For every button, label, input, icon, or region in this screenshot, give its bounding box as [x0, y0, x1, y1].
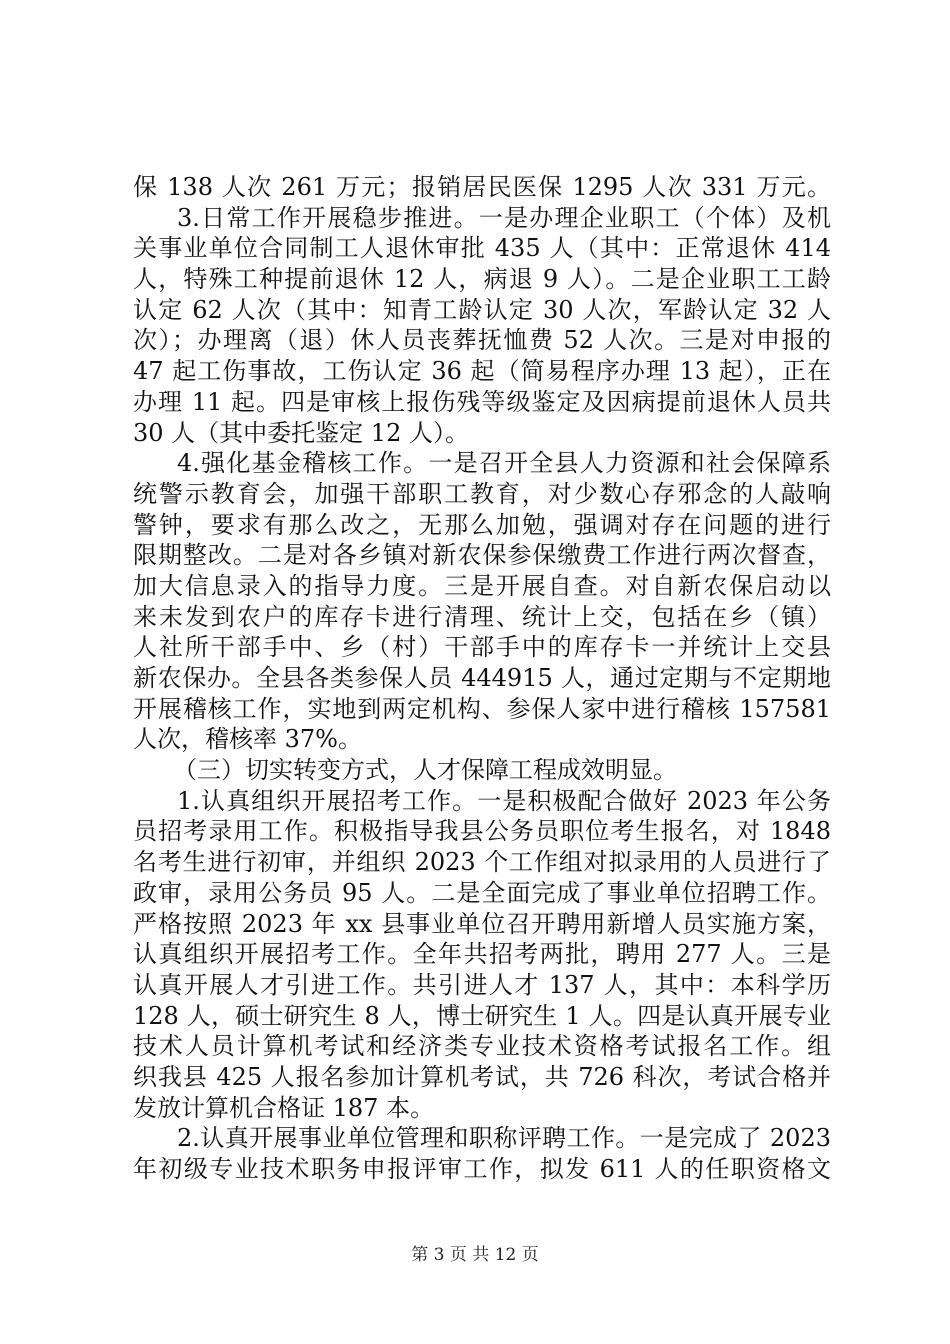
text-line: 4.强化基金稽核工作。一是召开全县人力资源和社会保障系	[177, 449, 831, 478]
text-line: 保 138 人次 261 万元；报销居民医保 1295 人次 331 万元。	[133, 173, 831, 201]
text-line: 开展稽核工作，实地到两定机构、参保人家中进行稽核 157581	[133, 694, 831, 723]
text-line: 织我县 425 人报名参加计算机考试，共 726 科次，考试合格并	[133, 1062, 831, 1091]
text-line: 人次，稽核率 37%。	[133, 725, 362, 754]
text-line: 统警示教育会，加强干部职工教育，对少数心存邪念的人敲响	[133, 479, 831, 508]
text-line: 警钟，要求有那么改之，无那么加勉，强调对存在问题的进行	[133, 510, 831, 539]
text-line: 加大信息录入的指导力度。三是开展自查。对自新农保启动以	[133, 571, 831, 600]
text-line: 限期整改。二是对各乡镇对新农保参保缴费工作进行两次督查，	[133, 541, 831, 570]
text-line: 年初级专业技术职务申报评审工作，拟发 611 人的任职资格文	[133, 1155, 831, 1183]
text-line: 认真组织开展招考工作。全年共招考两批，聘用 277 人。三是	[133, 940, 831, 969]
text-line: 认定 62 人次（其中：知青工龄认定 30 人次，军龄认定 32 人	[133, 295, 831, 324]
text-line: 1.认真组织开展招考工作。一是积极配合做好 2023 年公务	[177, 786, 831, 815]
text-line: 发放计算机合格证 187 本。	[133, 1093, 435, 1122]
text-line: 30 人（其中委托鉴定 12 人）。	[133, 418, 469, 447]
document-body	[133, 172, 831, 1185]
text-line: 认真开展人才引进工作。共引进人才 137 人，其中：本科学历	[133, 970, 831, 999]
text-line: 3.日常工作开展稳步推进。一是办理企业职工（个体）及机	[177, 203, 831, 232]
text-line: 人，特殊工种提前退休 12 人，病退 9 人）。二是企业职工工龄	[133, 265, 831, 294]
text-line: 新农保办。全县各类参保人员 444915 人，通过定期与不定期地	[133, 664, 831, 692]
text-line: 2.认真开展事业单位管理和职称评聘工作。一是完成了 2023	[177, 1124, 831, 1153]
text-line: 员招考录用工作。积极指导我县公务员职位考生报名，对 1848	[133, 817, 831, 846]
text-line: 政审，录用公务员 95 人。二是全面完成了事业单位招聘工作。	[133, 878, 831, 907]
text-line: 人社所干部手中、乡（村）干部手中的库存卡一并统计上交县	[133, 633, 831, 662]
text-line: 名考生进行初审，并组织 2023 个工作组对拟录用的人员进行了	[133, 848, 831, 877]
text-line: 128 人，硕士研究生 8 人，博士研究生 1 人。四是认真开展专业	[133, 1001, 831, 1030]
text-line: 来未发到农户的库存卡进行清理、统计上交，包括在乡（镇）	[133, 602, 831, 631]
text-line: 严格按照 2023 年 xx 县事业单位召开聘用新增人员实施方案，	[133, 909, 831, 938]
section-heading: （三）切实转变方式，人才保障工程成效明显。	[173, 756, 677, 785]
text-line: 关事业单位合同制工人退休审批 435 人（其中：正常退休 414	[133, 234, 831, 263]
text-line: 次）；办理离（退）休人员丧葬抚恤费 52 人次。三是对申报的	[133, 326, 831, 355]
text-line: 47 起工伤事故，工伤认定 36 起（简易程序办理 13 起），正在	[133, 357, 831, 386]
page-number-footer: 第 3 页 共 12 页	[411, 1245, 539, 1265]
text-line: 办理 11 起。四是审核上报伤残等级鉴定及因病提前退休人员共	[133, 387, 831, 416]
text-line: 技术人员计算机考试和经济类专业技术资格考试报名工作。组	[133, 1032, 831, 1061]
